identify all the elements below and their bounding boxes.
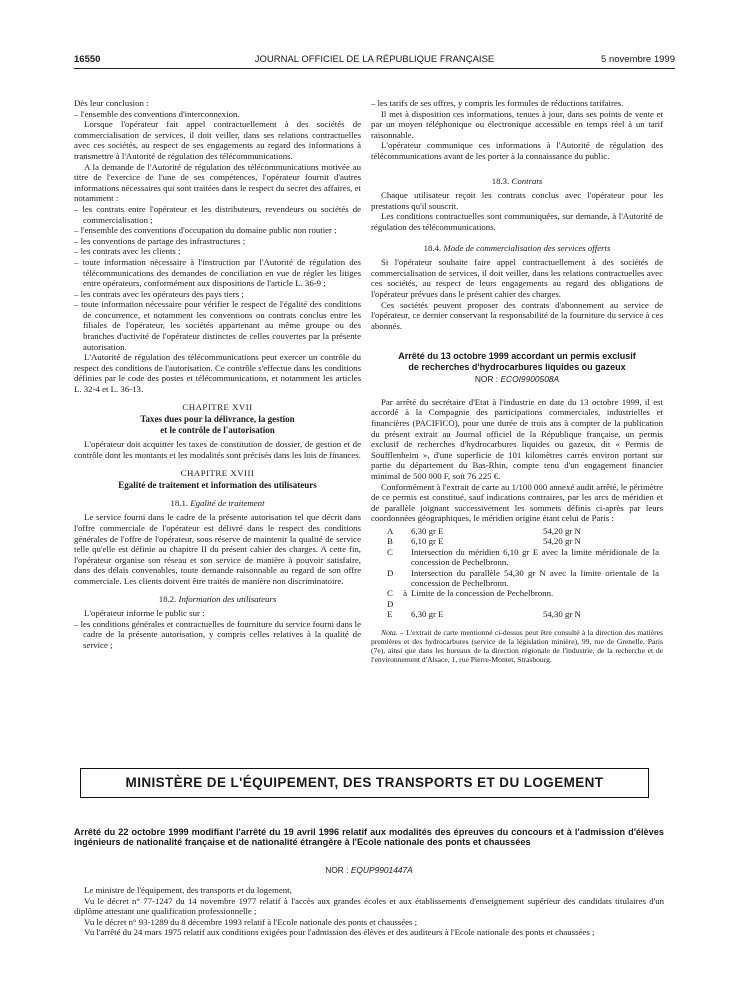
paragraph: Le ministre de l'équipement, des transports et du logement, [84, 885, 292, 895]
list-item: – les contrats entre l'opérateur et les distributeurs, revendeurs ou sociétés de commercialisation ; [74, 203, 361, 225]
vertex-label: A [387, 526, 394, 536]
chapter-heading: CHAPITRE XVIII [180, 467, 255, 478]
paragraph: Vu le décret n° 77-1247 du 14 novembre 1977 relatif à l'accès aux grandes écoles et aux établissements d'enseignement supérieur des candidats titulaires d'un diplôme attestant une qualification professionnelle ; [74, 895, 664, 917]
section-title: Information des utilisateurs [178, 593, 277, 604]
paragraph: L'opérateur doit acquitter les taxes de constitution de dossier, de gestion et de contrôle dont les montants et les modalités sont précisés dans les lois de finances. [74, 439, 361, 460]
decree-title: Arrêté du 22 octobre 1999 modifiant l'arrêté du 19 avril 1996 relatif aux modalités des épreuves du concours et à l'admission d'élèves ingénieurs de nationalité française et de nationalité étrangère à l'Ecole nationale des ponts et chaussées [74, 827, 664, 848]
chapter-title-line: et le contrôle de l'autorisation [160, 424, 275, 435]
chapter-title: Egalité de traitement et information des utilisateurs [118, 480, 317, 491]
paragraph: Dès leur conclusion : [74, 98, 149, 108]
vertex-description: Intersection du méridien 6,10 gr E avec la limite méridionale de la concession de Pechelbronn. [411, 546, 659, 568]
vertex-label: C à D [387, 588, 407, 609]
footnote [371, 628, 663, 665]
latitude: 54,30 gr N [543, 609, 581, 620]
list-item: – toute information nécessaire pour vérifier le respect de l'égalité des conditions de concurrence, et notamment les conventions ou contrats conclus entre les filiales de l'opérateur, les sociétés appartenant au même groupe ou des branches d'activité de l'opérateur distinctes de celles couvertes par la présente autorisation. [74, 299, 361, 352]
paragraph: Vu le décret n° 93-1289 du 8 décembre 1993 relatif à l'Ecole nationale des ponts et chaussées ; [84, 916, 418, 927]
list-item: – l'ensemble des conventions d'occupation du domaine public non routier ; [74, 225, 337, 236]
decree-title [371, 351, 663, 372]
nor-label: NOR : [474, 374, 499, 385]
section-heading [371, 243, 663, 254]
paragraph: Par arrêté du secrétaire d'Etat à l'industrie en date du 13 octobre 1999, il est accordé à la Compagnie des participations commerciales, industrielles et financières (PACIFICO), pour une durée de trois ans à compter de la publication du présent extrait au Journal officiel de la République française, un permis exclusif de recherches d'hydrocarbures liquides ou gazeux, dit « Permis de Soufflenheim », d'une superficie de 101 kilomètres carrés environ portant sur partie du département du Bas-Rhin, compte tenu d'un engagement financier minimal de 500 000 F, soit 76 225 €. [371, 396, 663, 482]
table-row [387, 568, 663, 589]
nor-code: ECOI9900508A [500, 374, 560, 385]
list-item: – les contrats avec les opérateurs des pays tiers ; [74, 288, 244, 299]
footnote-text: – L'extrait de carte mentionné ci-dessus peut être consulté à la direction des matières premières et des hydrocarbures (service de la législation minière), 99, rue de Grenelle, Paris (7e), ainsi que dans les bureaux de la direction régionale de l'industrie, de la recherche et de l'environnement d'Alsace, 1, rue Pierre-Montet, Strasbourg. [371, 627, 663, 665]
left-column [74, 98, 361, 651]
paragraph: Ces sociétés peuvent proposer des contrats d'abonnement au service de l'opérateur, ce dernier conservant la responsabilité de la fourniture du service à ces abonnés. [371, 299, 663, 331]
paragraph: L'Autorité de régulation des télécommunications peut exercer un contrôle du respect des conditions de l'autorisation. Ce contrôle s'effectue dans les conditions définies par le code des postes et télécommunications, et notamment les articles L. 32-4 et L. 36-13. [74, 352, 361, 395]
bullet-list [74, 619, 361, 651]
table-row [387, 609, 663, 619]
latitude: 54,20 gr N [543, 536, 581, 547]
table-row [387, 526, 663, 536]
paragraph: L'opérateur communique ces informations à l'Autorité de régulation des télécommunications avant de les porter à la connaissance du public. [371, 140, 663, 161]
vertex-description: Limite de la concession de Pechelbronn. [411, 588, 554, 599]
list-item: – les tarifs de ses offres, y compris les formules de réductions tarifaires. [371, 98, 624, 108]
decree-body [74, 885, 664, 938]
paragraph: Vu l'arrêté du 24 mars 1975 relatif aux conditions exigées pour l'admission des élèves et des auditeurs à l'Ecole nationale des ponts et chaussées ; [84, 927, 595, 938]
section-number: 18.2. [158, 593, 177, 604]
table-row [387, 588, 663, 609]
paragraph: Le service fourni dans le cadre de la présente autorisation tel que décrit dans l'offre commerciale de l'opérateur est délivré dans le respect des conditions générales de l'offre de l'opérateur, sous réserve de maintenir la qualité de service telle qu'elle est définie au chapitre II du présent cahier des charges. A cette fin, l'opérateur organise son réseau et son service de manière à pouvoir satisfaire, dans des délais convenables, toute demande raisonnable au regard de son offre commerciale. Les clients doivent être traités de manière non discriminatoire. [74, 512, 361, 586]
table-row [387, 536, 663, 546]
nor-code: EQUP9901447A [350, 865, 413, 875]
paragraph: Si l'opérateur souhaite faire appel contractuellement à des sociétés de commercialisation de services, il doit veiller, dans les relations contractuelles avec ces sociétés, au respect de leurs engagements au regard des obligations de l'opérateur prévues dans le présent cahier des charges. [371, 257, 663, 299]
list-item: – l'ensemble des conventions d'interconnexion. [74, 108, 240, 119]
list-item: – toute information nécessaire à l'instruction par l'Autorité de régulation des télécommunications des demandes de conciliation en vue de régler les litiges entre opérateurs, conformément aux dispositions de l'article L. 36-9 ; [74, 256, 361, 289]
bullet-list [74, 109, 361, 120]
vertex-label: E [387, 609, 393, 620]
longitude: 6,10 gr E [411, 536, 444, 547]
section-number: 18.1. [170, 497, 189, 508]
section-title: Egalité de traitement [190, 497, 265, 508]
section-number: 18.4. [423, 242, 442, 253]
list-item: – les conditions générales et contractuelles de fourniture du service fourni dans le cadre de la présente autorisation, y compris celles relatives à la qualité de service ; [74, 618, 361, 650]
nor-label: NOR : [325, 865, 349, 875]
footnote-label: Nota. [381, 627, 398, 637]
nor-reference [371, 374, 663, 385]
list-item: – les conventions de partage des infrastructures ; [74, 235, 246, 246]
paragraph: Il met à disposition ces informations, tenues à jour, dans ses points de vente et par un moyen téléphonique ou électronique accessible en temps réel à un tarif raisonnable. [371, 108, 663, 140]
section-heading [371, 176, 663, 187]
vertex-description: Intersection du parallèle 54,30 gr N avec la limite orientale de la concession de Pechelbronn. [411, 567, 659, 589]
decree-title-line: Arrêté du 13 octobre 1999 accordant un permis exclusif [398, 351, 636, 362]
table-row [387, 547, 663, 568]
vertex-label: D [387, 567, 394, 578]
vertex-label: C [387, 546, 393, 557]
longitude: 6,30 gr E [411, 609, 444, 620]
journal-title: JOURNAL OFFICIEL DE LA RÉPUBLIQUE FRANÇAISE [254, 54, 495, 65]
chapter-title [74, 414, 361, 435]
chapter-title-line: Taxes dues pour la délivrance, la gestion [140, 414, 295, 425]
section-heading [74, 498, 361, 509]
longitude: 6,30 gr E [411, 526, 444, 536]
header-rule [74, 68, 675, 69]
latitude: 54,20 gr N [543, 526, 581, 536]
page-header [74, 54, 675, 68]
section-heading [74, 594, 361, 605]
decree-title-line: de recherches d'hydrocarbures liquides ou gazeux [408, 361, 626, 372]
vertex-label: B [387, 536, 393, 547]
issue-date: 5 novembre 1999 [601, 54, 675, 65]
paragraph: Les conditions contractuelles sont communiquées, sur demande, à l'Autorité de régulation des télécommunications. [371, 211, 663, 232]
section-title: Mode de commercialisation des services offerts [443, 242, 611, 253]
nor-reference [74, 865, 664, 875]
chapter-heading: CHAPITRE XVII [182, 401, 253, 412]
paragraph: L'opérateur informe le public sur : [84, 608, 205, 619]
paragraph: Conformément à l'extrait de carte au 1/100 000 annexé audit arrêté, le périmètre de ce permis est constitué, sauf indications contraires, par les arcs de méridien et de parallèle joignant successivement les sommets définis ci-après par leurs coordonnées géographiques, le méridien origine étant celui de Paris : [371, 481, 663, 524]
right-column [371, 98, 663, 664]
paragraph: A la demande de l'Autorité de régulation des télécommunications motivée au titre de l'exercice de l'une de ses compétences, l'opérateur fournit d'autres informations nécessaires qui sont traitées dans le respect du secret des affaires, et notamment : [74, 161, 361, 204]
list-item: – les contrats avec les clients ; [74, 246, 181, 257]
coordinates-table [387, 526, 663, 620]
ministry-banner: MINISTÈRE DE L'ÉQUIPEMENT, DES TRANSPORTS ET DU LOGEMENT [80, 768, 649, 798]
page-number: 16550 [74, 54, 101, 65]
paragraph: Chaque utilisateur reçoit les contrats conclus avec l'opérateur pour les prestations qu'il souscrit. [371, 190, 663, 211]
bullet-list [371, 98, 663, 109]
paragraph: Lorsque l'opérateur fait appel contractuellement à des sociétés de commercialisation de services, il doit veiller, dans ses relations contractuelles avec ces sociétés, au respect de ses engagements au regard des informations à transmettre à l'Autorité de régulation des télécommunications. [74, 119, 361, 161]
bullet-list [74, 204, 361, 352]
section-title: Contrats [511, 175, 543, 186]
section-number: 18.3. [491, 175, 510, 186]
